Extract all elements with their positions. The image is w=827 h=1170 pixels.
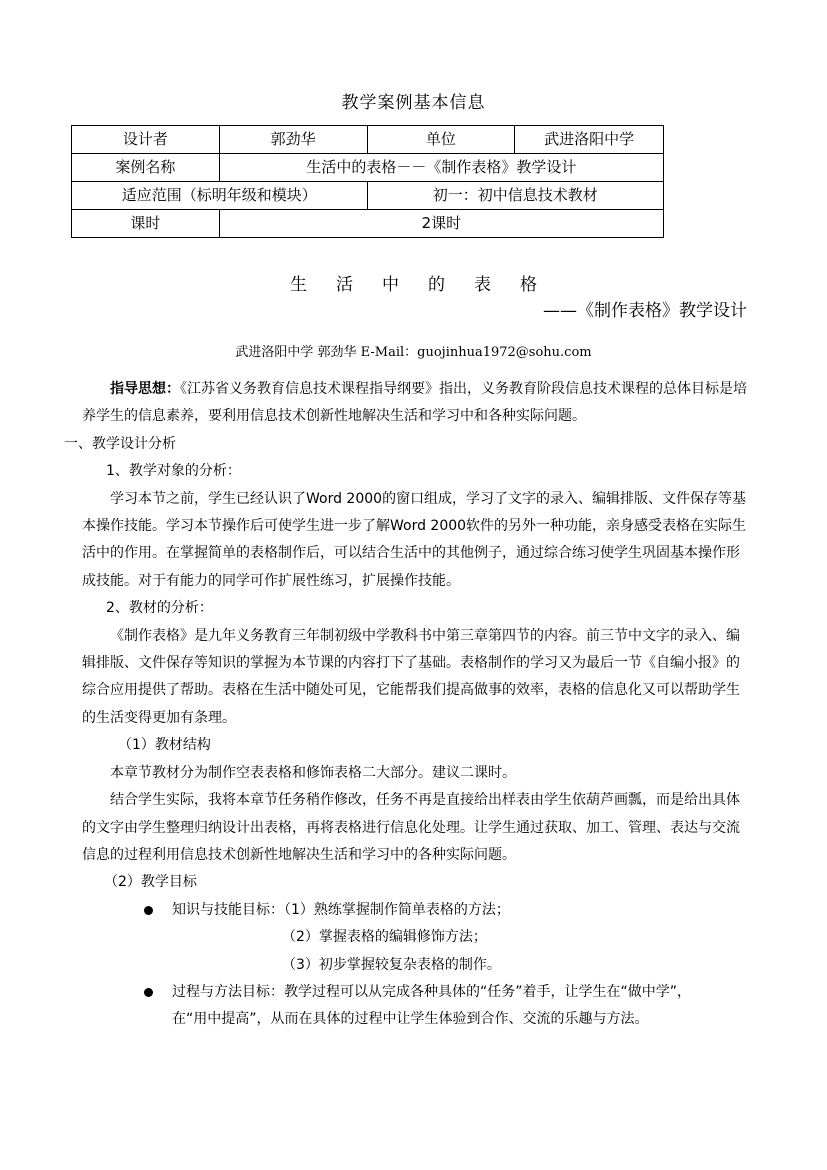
list-item — [82, 897, 752, 924]
author-name: 武进洛阳中学 郭劲华 — [235, 345, 357, 360]
hours-label: 课时 — [72, 210, 220, 238]
unit-value: 武进洛阳中学 — [515, 126, 664, 154]
list-item: 在“用中提高”，从而在具体的过程中让学生体验到合作、交流的乐趣与方法。 — [172, 1011, 649, 1028]
bullet-icon — [144, 988, 153, 997]
case-label: 案例名称 — [72, 154, 220, 182]
goal-text: 过程与方法目标：教学过程可以从完成各种具体的“任务”着手，让学生在“做中学”， — [172, 983, 692, 1000]
table-row — [72, 210, 664, 238]
subsection-heading: 1、教学对象的分析： — [106, 463, 241, 480]
info-table — [71, 125, 664, 238]
scope-value: 初一：初中信息技术教材 — [367, 182, 664, 210]
unit-label: 单位 — [367, 126, 515, 154]
table-row — [72, 126, 664, 154]
paragraph: 本章节教材分为制作空表表格和修饰表格二大部分。建议二课时。 — [110, 764, 516, 781]
subsection-heading: （1）教材结构 — [118, 737, 211, 754]
guiding-text: 《江苏省义务教育信息技术课程指导纲要》指出，义务教育阶段信息技术课程的总体目标是培养学生的信息素养，要利用信息技术创新性地解决生活和学习中和各种实际问题。 — [82, 381, 747, 425]
designer-label: 设计者 — [72, 126, 220, 154]
scope-label: 适应范围（标明年级和模块） — [72, 182, 368, 210]
table-row — [72, 182, 664, 210]
guiding-paragraph — [82, 376, 752, 431]
list-item: （3）初步掌握较复杂表格的制作。 — [282, 956, 501, 973]
subsection-heading: 2、教材的分析： — [106, 600, 213, 617]
doc-subtitle: ——《制作表格》教学设计 — [543, 301, 747, 321]
goal-text: 知识与技能目标：（1）熟练掌握制作简单表格的方法； — [172, 901, 510, 918]
list-item — [82, 979, 752, 1006]
bullet-icon — [144, 906, 153, 915]
document-body — [64, 376, 752, 1034]
list-item: （2）掌握表格的编辑修饰方法； — [282, 929, 487, 946]
page-header: 教学案例基本信息 — [341, 93, 486, 113]
paragraph: 《制作表格》是九年义务教育三年制初级中学教科书中第三章第四节的内容。前三节中文字的录入、编辑排版、文件保存等知识的掌握为本节课的内容打下了基础。表格制作的学习又为最后一节《自编小报》的综合应用提供了帮助。表格在生活中随处可见，它能帮我们提高做事的效率，表格的信息化又可以帮助学生的生活变得更加有条理。 — [82, 627, 740, 726]
case-value: 生活中的表格－－《制作表格》教学设计 — [219, 154, 663, 182]
hours-value: 2课时 — [219, 210, 663, 238]
subsection-heading: （2）教学目标 — [104, 874, 197, 891]
author-line — [0, 341, 827, 360]
guiding-label: 指导思想： — [110, 381, 180, 397]
paragraph: 学习本节之前，学生已经认识了Word 2000的窗口组成，学习了文字的录入、编辑排版、文件保存等基本操作技能。学习本节操作后可使学生进一步了解Word 2000软件的另外一种功能，亲身感受表格在实际生活中的作用。在掌握简单的表格制作后，可以结合生活中的其他例子，通过综合练习使学生巩固基本操作形成技能。对于有能力的同学可作扩展性练习，扩展操作技能。 — [82, 490, 747, 589]
section-heading: 一、教学设计分析 — [64, 435, 176, 452]
table-row — [72, 154, 664, 182]
designer-value: 郭劲华 — [219, 126, 367, 154]
author-email: E-Mail：guojinhua1972@sohu.com — [360, 345, 592, 360]
doc-title: 生活中的表格 — [290, 275, 566, 295]
paragraph: 结合学生实际，我将本章节任务稍作修改，任务不再是直接给出样表由学生依葫芦画瓢，而是给出具体的文字由学生整理归纳设计出表格，再将表格进行信息化处理。让学生通过获取、加工、管理、表达与交流信息的过程利用信息技术创新性地解决生活和学习中的各种实际问题。 — [82, 792, 740, 863]
